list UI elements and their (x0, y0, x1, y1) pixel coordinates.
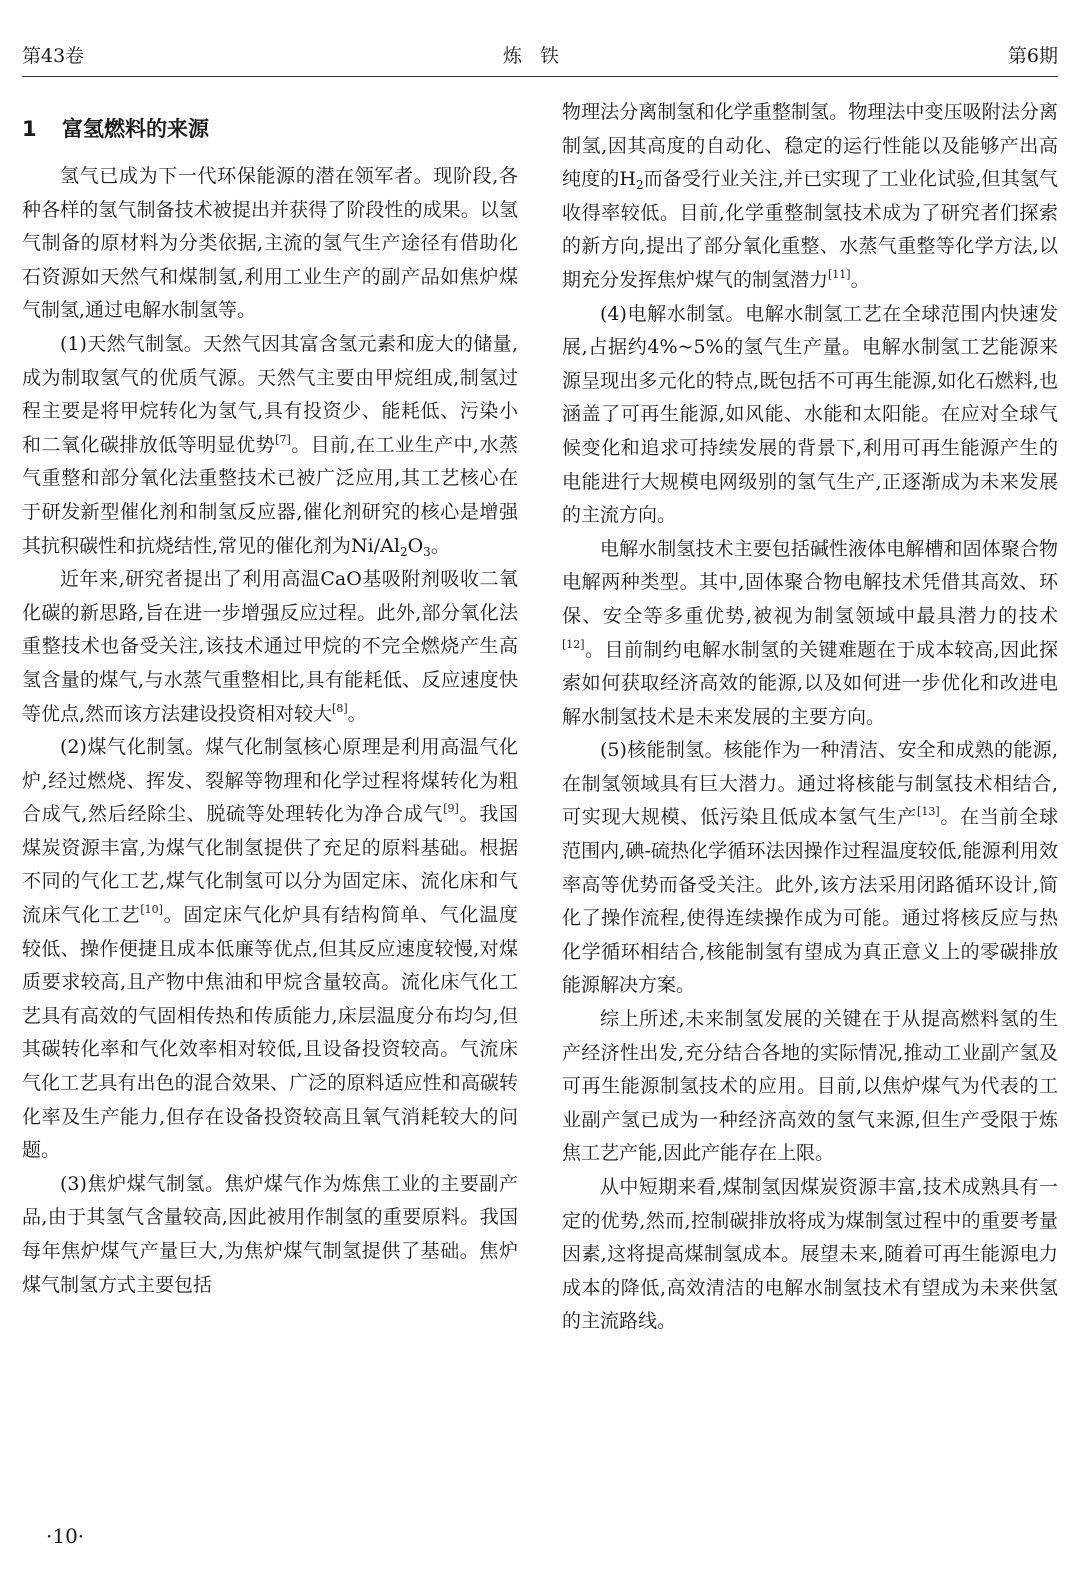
paragraph-text: 物理法分离制氢和化学重整制氢。物理法中变压吸附法分离制氢,因其高度的自动化、稳定的运行性能以及能够产出高纯度的H (562, 101, 1058, 191)
paragraph (562, 96, 1058, 298)
paragraph-text: (4)电解水制氢。电解水制氢工艺在全球范围内快速发展,占据约4%~5%的氢气生产量。电解水制氢工艺能源来源呈现出多元化的特点,既包括不可再生能源,如化石燃料,也涵盖了可再生能源,如风能、水能和太阳能。在应对全球气候变化和追求可持续发展的背景下,利用可再生能源产生的电能进行大规模电网级别的氢气生产,正逐渐成为未来发展的主流方向。 (562, 302, 1058, 527)
paragraph (562, 298, 1058, 533)
page-number: ·10· (46, 1524, 85, 1548)
section-heading (22, 112, 518, 146)
paragraph-text: 。 (430, 534, 450, 557)
paragraph (562, 1003, 1058, 1171)
running-header (22, 40, 1058, 72)
citation: [7] (275, 432, 291, 446)
citation: [8] (332, 701, 348, 715)
paragraph (22, 563, 518, 731)
paragraph (562, 734, 1058, 1003)
citation: [9] (443, 802, 459, 816)
paragraph-text: 。我国煤炭资源丰富,为煤气化制氢提供了充足的原料基础。根据不同的气化工艺,煤气化制氢可以分为固定床、流化床和气流床气化工艺 (22, 803, 518, 927)
subscript: 2 (399, 544, 408, 559)
volume-label: 第43卷 (22, 45, 85, 67)
paragraph (562, 533, 1058, 735)
citation: [10] (140, 903, 163, 917)
paragraph-text: 综上所述,未来制氢发展的关键在于从提高燃料氢的生产经济性出发,充分结合各地的实际情况,推动工业副产氢及可再生能源制氢技术的应用。目前,以焦炉煤气为代表的工业副产氢已成为一种经济高效的氢气来源,但生产受限于炼焦工艺产能,因此产能存在上限。 (562, 1008, 1058, 1165)
paragraph-text: 。目前制约电解水制氢的关键难题在于成本较高,因此探索如何获取经济高效的能源,以及如何进一步优化和改进电解水制氢技术是未来发展的主要方向。 (562, 638, 1058, 728)
paragraph (22, 1168, 518, 1302)
paragraph-text: O (407, 534, 424, 557)
paragraph-text: 。固定床气化炉具有结构简单、气化温度较低、操作便捷且成本低廉等优点,但其反应速度较慢,对煤质要求较高,且产物中焦油和甲烷含量较高。流化床气化工艺具有高效的气固相传热和传质能力,床层温度分布均匀,但其碳转化率和气化效率相对较低,且设备投资较高。气流床气化工艺具有出色的混合效果、广泛的原料适应性和高碳转化率及生产能力,但存在设备投资较高且氧气消耗较大的问题。 (22, 904, 518, 1162)
citation: [12] (562, 637, 585, 651)
paragraph-text: 氢气已成为下一代环保能源的潜在领军者。现阶段,各种各样的氢气制备技术被提出并获得了阶段性的成果。以氢气制备的原材料为分类依据,主流的氢气生产途径有借助化石资源如天然气和煤制氢,利用工业生产的副产品如焦炉煤气制氢,通过电解水制氢等。 (22, 165, 518, 322)
paragraph-text: (3)焦炉煤气制氢。焦炉煤气作为炼焦工业的主要副产品,由于其氢气含量较高,因此被用作制氢的重要原料。我国每年焦炉煤气产量巨大,为焦炉煤气制氢提供了基础。焦炉煤气制氢方式主要包括 (22, 1172, 518, 1296)
paragraph-text: (5)核能制氢。核能作为一种清洁、安全和成熟的能源,在制氢领域具有巨大潜力。通过将核能与制氢技术相结合,可实现大规模、低污染且低成本氢气生产 (562, 739, 1058, 829)
paragraph (22, 328, 518, 563)
section-title: 富氢燃料的来源 (62, 117, 209, 141)
paragraph (22, 160, 518, 328)
citation: [11] (828, 267, 851, 281)
issue-label: 第6期 (1007, 45, 1058, 67)
paragraph-text: (2)煤气化制氢。煤气化制氢核心原理是利用高温气化炉,经过燃烧、挥发、裂解等物理和化学过程将煤转化为粗合成气,然后经除尘、脱硫等处理转化为净合成气 (22, 736, 518, 826)
subscript: 2 (636, 178, 644, 193)
paragraph-text: 。 (850, 268, 870, 291)
paragraph-text: 而备受行业关注,并已实现了工业化试验,但其氢气收得率较低。目前,化学重整制氢技术成为了研究者们探索的新方向,提出了部分氧化重整、水蒸气重整等化学方法,以期充分发挥焦炉煤气的制氢潜力 (562, 168, 1058, 291)
citation: [13] (917, 805, 940, 819)
subscript: 3 (423, 544, 431, 559)
paragraph-text: 。 (347, 702, 367, 725)
paragraph (22, 731, 518, 1168)
paragraph-text: 。在当前全球范围内,碘-硫热化学循环法因操作过程温度较低,能源利用效率高等优势而备受关注。此外,该方法采用闭路循环设计,简化了操作流程,使得连续操作成为可能。通过将核反应与热化学循环相结合,核能制氢有望成为真正意义上的零碳排放能源解决方案。 (562, 806, 1058, 997)
paragraph-text: 。目前,在工业生产中,水蒸气重整和部分氧化法重整技术已被广泛应用,其工艺核心在于研发新型催化剂和制氢反应器,催化剂研究的核心是增强其抗积碳性和抗烧结性,常见的催化剂为Ni/Al (22, 433, 518, 557)
right-column (562, 96, 1058, 1339)
paragraph-text: (1)天然气制氢。天然气因其富含氢元素和庞大的储量,成为制取氢气的优质气源。天然气主要由甲烷组成,制氢过程主要是将甲烷转化为氢气,具有投资少、能耗低、污染小和二氧化碳排放低等明显优势 (22, 332, 518, 456)
header-rule (22, 76, 1058, 77)
paragraph-text: 近年来,研究者提出了利用高温CaO基吸附剂吸收二氧化碳的新思路,旨在进一步增强反应过程。此外,部分氧化法重整技术也备受关注,该技术通过甲烷的不完全燃烧产生高氢含量的煤气,与水蒸气重整相比,具有能耗低、反应速度快等优点,然而该方法建设投资相对较大 (22, 568, 518, 725)
left-column (22, 100, 518, 1302)
journal-title: 炼铁 (502, 45, 577, 67)
paragraph-text: 从中短期来看,煤制氢因煤炭资源丰富,技术成熟具有一定的优势,然而,控制碳排放将成为煤制氢过程中的重要考量因素,这将提高煤制氢成本。展望未来,随着可再生能源电力成本的降低,高效清洁的电解水制氢技术有望成为未来供氢的主流路线。 (562, 1176, 1058, 1333)
paragraph-text: 电解水制氢技术主要包括碱性液体电解槽和固体聚合物电解两种类型。其中,固体聚合物电解技术凭借其高效、环保、安全等多重优势,被视为制氢领域中最具潜力的技术 (562, 537, 1058, 627)
section-number: 1 (22, 117, 37, 141)
paragraph (562, 1171, 1058, 1339)
